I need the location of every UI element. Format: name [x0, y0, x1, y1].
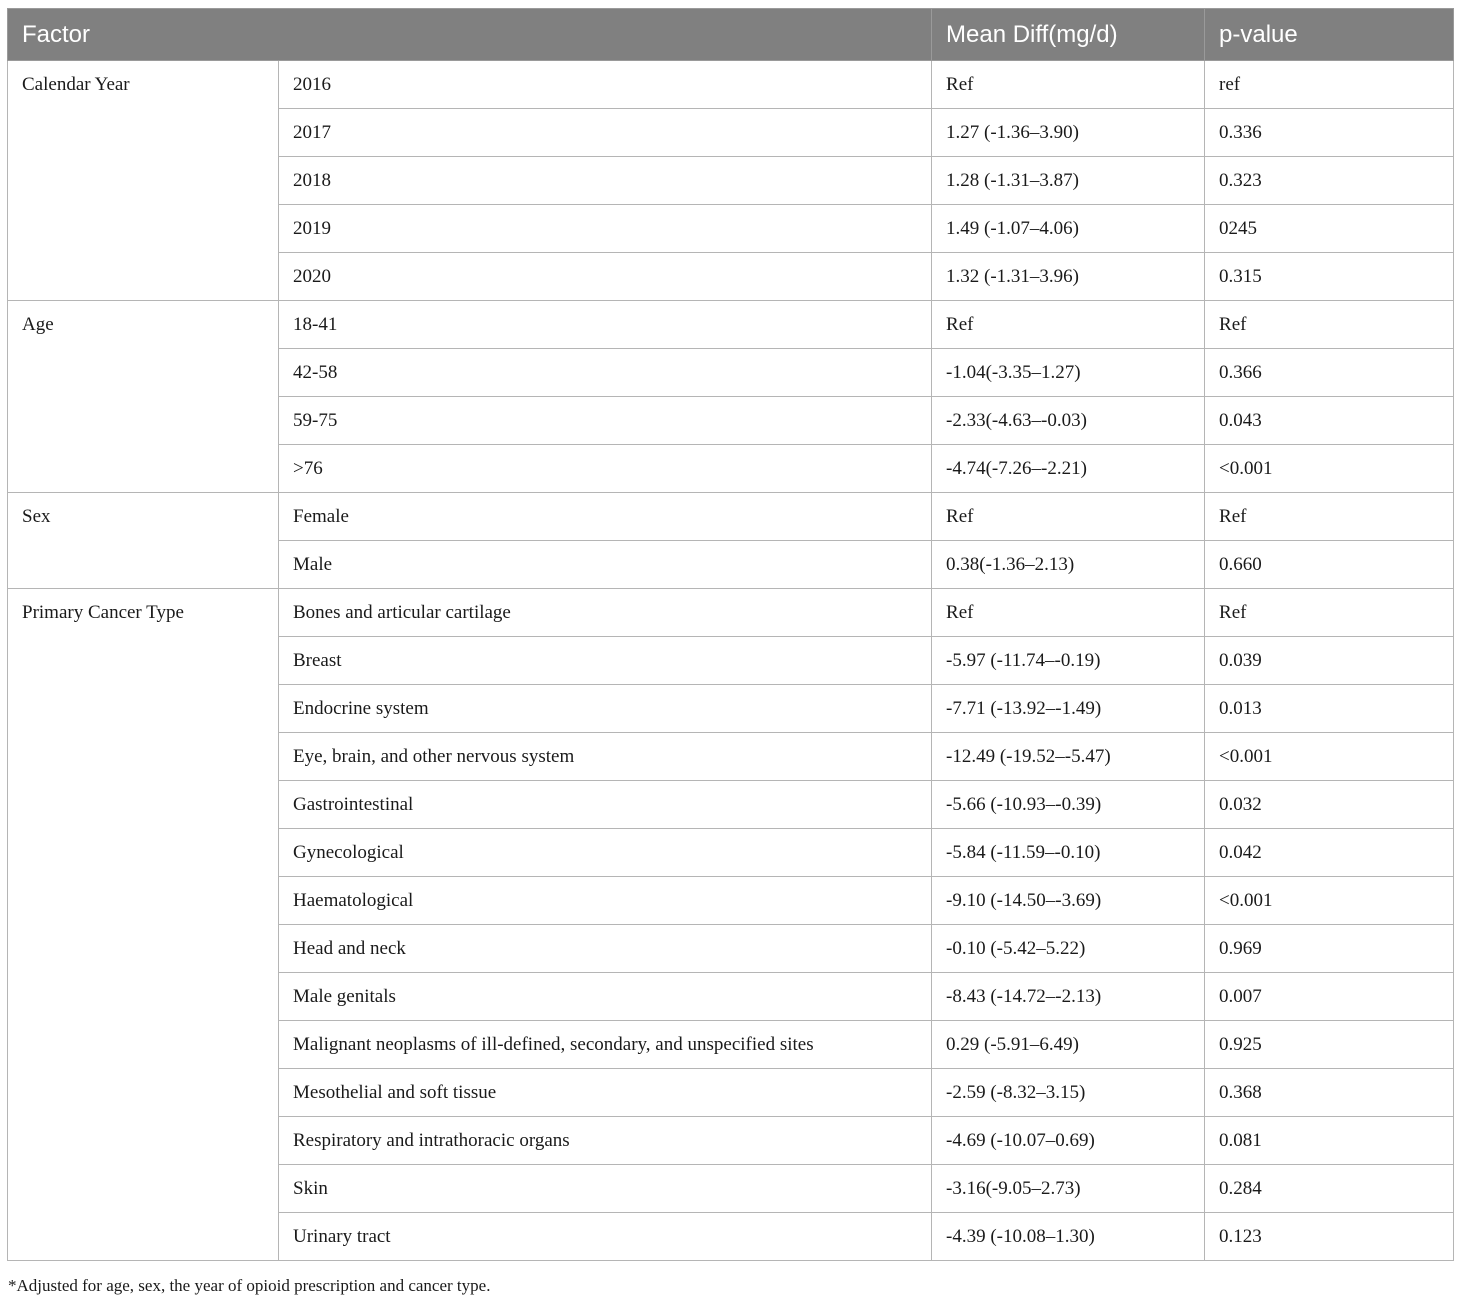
mean-diff-cell: -12.49 (-19.52–-5.47) [932, 733, 1205, 781]
level-cell: Eye, brain, and other nervous system [279, 733, 932, 781]
mean-diff-cell: 1.27 (-1.36–3.90) [932, 109, 1205, 157]
level-cell: Head and neck [279, 925, 932, 973]
level-cell: Breast [279, 637, 932, 685]
mean-diff-cell: 1.49 (-1.07–4.06) [932, 205, 1205, 253]
results-table [7, 8, 1454, 1261]
level-cell: 42-58 [279, 349, 932, 397]
p-value-cell: ref [1205, 61, 1454, 109]
p-value-cell: 0.284 [1205, 1165, 1454, 1213]
table-row [8, 589, 1454, 637]
p-value-cell: 0.042 [1205, 829, 1454, 877]
p-value-cell: 0.660 [1205, 541, 1454, 589]
mean-diff-cell: -1.04(-3.35–1.27) [932, 349, 1205, 397]
mean-diff-cell: 0.38(-1.36–2.13) [932, 541, 1205, 589]
factor-cell: Calendar Year [8, 61, 279, 301]
level-cell: 2017 [279, 109, 932, 157]
p-value-cell: <0.001 [1205, 445, 1454, 493]
mean-diff-cell: -4.39 (-10.08–1.30) [932, 1213, 1205, 1261]
mean-diff-cell: -8.43 (-14.72–-2.13) [932, 973, 1205, 1021]
p-value-cell: 0.323 [1205, 157, 1454, 205]
level-cell: 59-75 [279, 397, 932, 445]
p-value-cell: 0.925 [1205, 1021, 1454, 1069]
mean-diff-cell: Ref [932, 493, 1205, 541]
p-value-cell: 0.013 [1205, 685, 1454, 733]
mean-diff-cell: -2.33(-4.63–-0.03) [932, 397, 1205, 445]
p-value-cell: Ref [1205, 301, 1454, 349]
table-footnote: *Adjusted for age, sex, the year of opioid prescription and cancer type. [8, 1276, 491, 1295]
mean-diff-cell: -5.66 (-10.93–-0.39) [932, 781, 1205, 829]
table-row [8, 301, 1454, 349]
level-cell: Gastrointestinal [279, 781, 932, 829]
level-cell: Skin [279, 1165, 932, 1213]
p-value-cell: 0.368 [1205, 1069, 1454, 1117]
level-cell: 18-41 [279, 301, 932, 349]
level-cell: Urinary tract [279, 1213, 932, 1261]
p-value-cell: <0.001 [1205, 733, 1454, 781]
level-cell: 2018 [279, 157, 932, 205]
p-value-cell: <0.001 [1205, 877, 1454, 925]
p-value-cell: 0.032 [1205, 781, 1454, 829]
mean-diff-cell: 0.29 (-5.91–6.49) [932, 1021, 1205, 1069]
p-value-cell: 0.043 [1205, 397, 1454, 445]
level-cell: 2016 [279, 61, 932, 109]
p-value-cell: 0.969 [1205, 925, 1454, 973]
p-value-cell: Ref [1205, 589, 1454, 637]
p-value-cell: 0.039 [1205, 637, 1454, 685]
table-header-row [8, 9, 1454, 61]
table-row [8, 493, 1454, 541]
mean-diff-cell: -9.10 (-14.50–-3.69) [932, 877, 1205, 925]
level-cell: Respiratory and intrathoracic organs [279, 1117, 932, 1165]
mean-diff-cell: -7.71 (-13.92–-1.49) [932, 685, 1205, 733]
p-value-cell: 0.081 [1205, 1117, 1454, 1165]
header-mean-diff: Mean Diff(mg/d) [932, 9, 1205, 61]
level-cell: Endocrine system [279, 685, 932, 733]
mean-diff-cell: 1.32 (-1.31–3.96) [932, 253, 1205, 301]
factor-cell: Age [8, 301, 279, 493]
p-value-cell: 0.123 [1205, 1213, 1454, 1261]
table-body [8, 61, 1454, 1261]
mean-diff-cell: -2.59 (-8.32–3.15) [932, 1069, 1205, 1117]
header-p-value: p-value [1205, 9, 1454, 61]
level-cell: 2019 [279, 205, 932, 253]
mean-diff-cell: 1.28 (-1.31–3.87) [932, 157, 1205, 205]
level-cell: Malignant neoplasms of ill-defined, secondary, and unspecified sites [279, 1021, 932, 1069]
mean-diff-cell: Ref [932, 301, 1205, 349]
table-row [8, 61, 1454, 109]
level-cell: Male [279, 541, 932, 589]
mean-diff-cell: Ref [932, 61, 1205, 109]
mean-diff-cell: -4.74(-7.26–-2.21) [932, 445, 1205, 493]
mean-diff-cell: -5.84 (-11.59–-0.10) [932, 829, 1205, 877]
level-cell: 2020 [279, 253, 932, 301]
header-factor: Factor [8, 9, 932, 61]
mean-diff-cell: -4.69 (-10.07–0.69) [932, 1117, 1205, 1165]
p-value-cell: Ref [1205, 493, 1454, 541]
p-value-cell: 0245 [1205, 205, 1454, 253]
factor-cell: Sex [8, 493, 279, 589]
level-cell: Bones and articular cartilage [279, 589, 932, 637]
level-cell: Female [279, 493, 932, 541]
mean-diff-cell: Ref [932, 589, 1205, 637]
p-value-cell: 0.007 [1205, 973, 1454, 1021]
level-cell: Gynecological [279, 829, 932, 877]
level-cell: Male genitals [279, 973, 932, 1021]
level-cell: Haematological [279, 877, 932, 925]
p-value-cell: 0.366 [1205, 349, 1454, 397]
level-cell: Mesothelial and soft tissue [279, 1069, 932, 1117]
mean-diff-cell: -3.16(-9.05–2.73) [932, 1165, 1205, 1213]
mean-diff-cell: -5.97 (-11.74–-0.19) [932, 637, 1205, 685]
p-value-cell: 0.336 [1205, 109, 1454, 157]
level-cell: >76 [279, 445, 932, 493]
mean-diff-cell: -0.10 (-5.42–5.22) [932, 925, 1205, 973]
p-value-cell: 0.315 [1205, 253, 1454, 301]
factor-cell: Primary Cancer Type [8, 589, 279, 1261]
